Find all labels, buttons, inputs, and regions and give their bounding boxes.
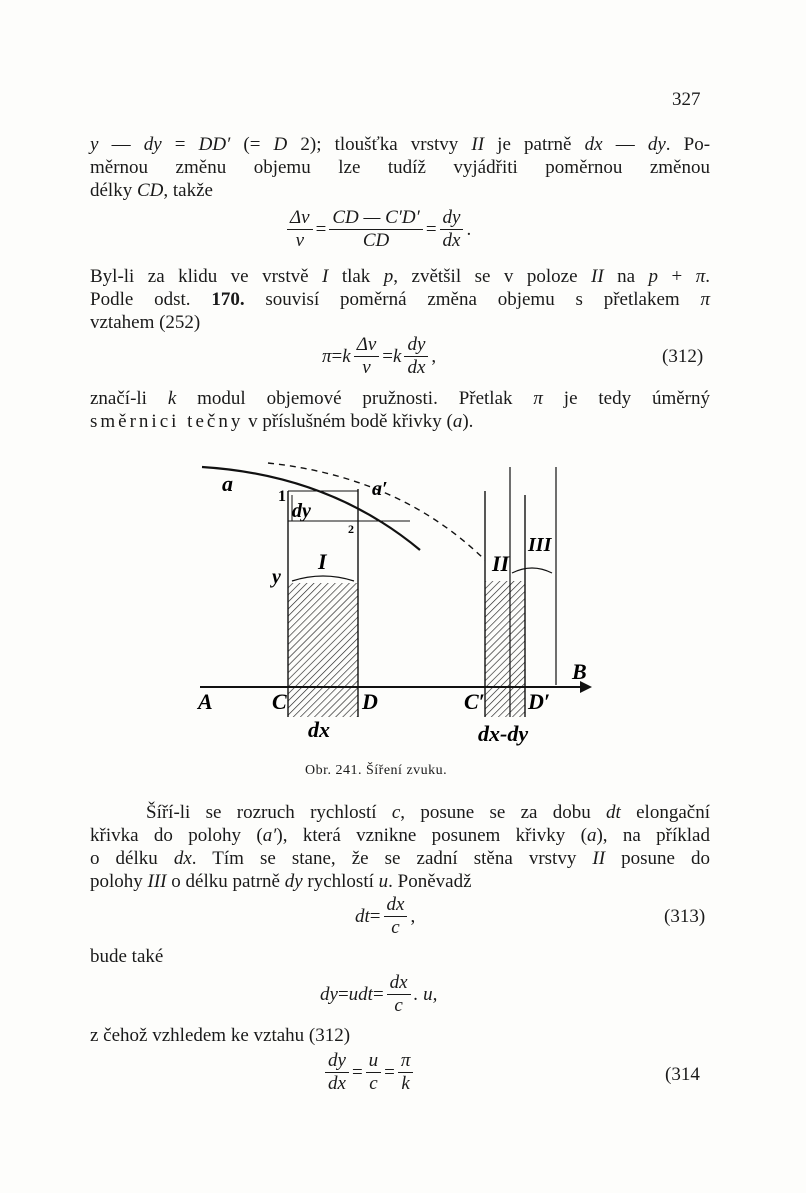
t: dy — [647, 134, 666, 155]
fraction — [366, 1050, 382, 1095]
numerator: dx — [384, 894, 408, 917]
brace-I — [292, 576, 354, 581]
denominator: CD — [362, 230, 390, 251]
numerator: dx — [387, 972, 411, 995]
t: k — [167, 388, 177, 409]
label-B: B — [572, 659, 587, 684]
t: elongační — [620, 802, 710, 823]
t: a′ — [262, 825, 277, 846]
fraction — [440, 207, 464, 252]
t: + — [658, 266, 696, 287]
t: = — [161, 134, 199, 155]
t: π — [695, 266, 706, 287]
brace-III — [512, 568, 552, 573]
page-number: 327 — [672, 89, 701, 110]
denominator: v — [362, 357, 371, 378]
numerator: u — [366, 1050, 382, 1073]
equation-313 — [355, 894, 415, 939]
t: , zvětšil se v poloze — [393, 266, 591, 287]
para4-line1 — [146, 802, 710, 824]
label-I: I — [318, 549, 327, 574]
para3-line2 — [90, 411, 710, 433]
numerator: π — [398, 1050, 414, 1073]
t: značí-li — [90, 388, 168, 409]
t: je tedy úměrný — [542, 388, 711, 409]
denominator: v — [295, 230, 305, 251]
t: u — [378, 871, 389, 892]
para3-line1 — [90, 388, 710, 410]
t: udt — [348, 983, 373, 1005]
t: ), na příklad — [596, 825, 710, 846]
para2-line2 — [90, 289, 710, 311]
denominator: c — [391, 917, 400, 938]
denominator: c — [394, 995, 403, 1016]
t: . — [705, 266, 710, 287]
t: y — [90, 134, 99, 155]
t: . u, — [413, 983, 438, 1005]
t: v příslušném bodě křivky ( — [243, 411, 453, 432]
para2-line1 — [90, 266, 710, 288]
label-a: a — [222, 471, 233, 496]
t: k — [393, 345, 402, 367]
equals-sign: = — [315, 218, 327, 240]
layer-I-fill — [288, 583, 358, 717]
fraction — [325, 1050, 349, 1095]
para1-line2: měrnou změnu objemu lze tudíž vyjádřiti poměrnou změnou — [90, 157, 710, 178]
label-III: III — [528, 534, 552, 556]
t: I — [322, 266, 329, 287]
t: o délku patrně — [166, 871, 285, 892]
t: 170. — [211, 289, 245, 310]
equation-number-314: (314 — [665, 1064, 700, 1085]
para4-line4 — [90, 871, 710, 893]
t: . Po- — [665, 134, 711, 155]
label-C: C — [272, 689, 287, 714]
figure-sound-propagation — [180, 455, 620, 755]
t: III — [147, 871, 167, 892]
t: dt — [355, 905, 370, 927]
label-D: D — [362, 689, 378, 714]
para4-line2 — [90, 825, 710, 847]
para1-line1 — [90, 134, 710, 156]
equation-volume-change — [284, 207, 471, 252]
label-A: A — [198, 689, 213, 714]
t: dx — [584, 134, 603, 155]
fraction — [384, 894, 408, 939]
t: DD′ — [198, 134, 231, 155]
spaced-emphasis: směrnici tečny — [90, 411, 244, 432]
z-cehoz: z čehož vzhledem ke vztahu (312) — [90, 1025, 351, 1046]
label-2: 2 — [348, 522, 354, 536]
t: délky — [90, 180, 137, 201]
punct: , — [431, 345, 437, 367]
fraction — [287, 207, 313, 252]
t: . Tím se stane, že se zadní stěna vrstvy — [191, 848, 593, 869]
t: dx — [173, 848, 192, 869]
para2-line3: vztahem (252) — [90, 312, 201, 333]
t: c — [391, 802, 401, 823]
equation-number-313: (313) — [664, 906, 706, 927]
t: D — [273, 134, 288, 155]
layer-II-fill — [485, 581, 525, 717]
t: dt — [606, 802, 621, 823]
t: posune do — [605, 848, 710, 869]
equals-sign: = — [425, 218, 437, 240]
t: ). — [462, 411, 474, 432]
t: ), která vznikne posunem křivky ( — [276, 825, 587, 846]
t: π — [322, 345, 332, 367]
t: a — [452, 411, 463, 432]
para1-line3 — [90, 180, 710, 202]
equation-dy-udt — [320, 972, 437, 1017]
label-II: II — [492, 551, 510, 576]
t: souvisí poměrná změna objemu s přetlakem — [244, 289, 701, 310]
equals-sign: = — [337, 983, 349, 1005]
t: je patrně — [484, 134, 585, 155]
para4-line3 — [90, 848, 710, 870]
equals-sign: = — [351, 1061, 363, 1083]
equals-sign: = — [331, 345, 343, 367]
t: modul objemové pružnosti. Přetlak — [176, 388, 534, 409]
t: . Poněvadž — [388, 871, 472, 892]
t: — — [602, 134, 648, 155]
t: dy — [143, 134, 162, 155]
t: II — [592, 848, 606, 869]
label-dx: dx — [308, 717, 330, 742]
t: II — [591, 266, 604, 287]
fraction — [404, 334, 428, 379]
t: II — [471, 134, 485, 155]
label-dy: dy — [292, 500, 311, 522]
equals-sign: = — [384, 1061, 395, 1083]
label-D-prime: D′ — [528, 689, 551, 714]
figure-caption: Obr. 241. Šíření zvuku. — [305, 763, 448, 778]
t: CD — [136, 180, 164, 201]
equals-sign: = — [372, 983, 384, 1005]
label-a-prime: a′ — [372, 478, 388, 500]
fraction — [354, 334, 380, 379]
equals-sign: = — [369, 905, 381, 927]
t: rychlostí — [302, 871, 379, 892]
fraction — [398, 1050, 414, 1095]
denominator: k — [401, 1073, 410, 1094]
t: o délku — [90, 848, 174, 869]
numerator: dy — [325, 1050, 349, 1073]
punct: . — [466, 218, 472, 240]
fraction — [387, 972, 411, 1017]
denominator: c — [369, 1073, 378, 1094]
t: , posune se za dobu — [400, 802, 607, 823]
label-dx-dy: dx-dy — [478, 721, 529, 746]
equation-312 — [322, 334, 436, 379]
t: Podle odst. — [90, 289, 212, 310]
label-y: y — [272, 566, 281, 588]
equation-314 — [322, 1050, 416, 1095]
t: (= — [230, 134, 274, 155]
t: — — [98, 134, 144, 155]
t: π — [700, 289, 711, 310]
t: tlak — [328, 266, 384, 287]
numerator: Δv — [287, 207, 313, 230]
fraction — [329, 207, 423, 252]
t: polohy — [90, 871, 148, 892]
equals-sign: = — [382, 345, 393, 367]
t: dy — [284, 871, 303, 892]
t: Byl-li za klidu ve vrstvě — [90, 266, 323, 287]
label-1: 1 — [278, 488, 286, 505]
t: p — [383, 266, 394, 287]
t: p — [648, 266, 659, 287]
t: na — [603, 266, 649, 287]
t: křivka do polohy ( — [90, 825, 263, 846]
denominator: dx — [407, 357, 426, 378]
t: , takže — [163, 180, 213, 201]
t: 2); tloušťka vrstvy — [287, 134, 472, 155]
numerator: Δv — [354, 334, 380, 357]
label-C-prime: C′ — [464, 689, 485, 714]
t: dy — [320, 983, 338, 1005]
punct: , — [410, 905, 416, 927]
denominator: dx — [328, 1073, 346, 1094]
t: a — [586, 825, 597, 846]
equation-number-312: (312) — [662, 346, 704, 367]
numerator: CD — C′D′ — [329, 207, 423, 230]
t: k — [342, 345, 351, 367]
numerator: dy — [404, 334, 428, 357]
t: π — [533, 388, 543, 409]
bude-take: bude také — [90, 946, 164, 967]
numerator: dy — [440, 207, 464, 230]
t: Šíří-li se rozruch rychlostí — [146, 802, 392, 823]
denominator: dx — [442, 230, 461, 251]
